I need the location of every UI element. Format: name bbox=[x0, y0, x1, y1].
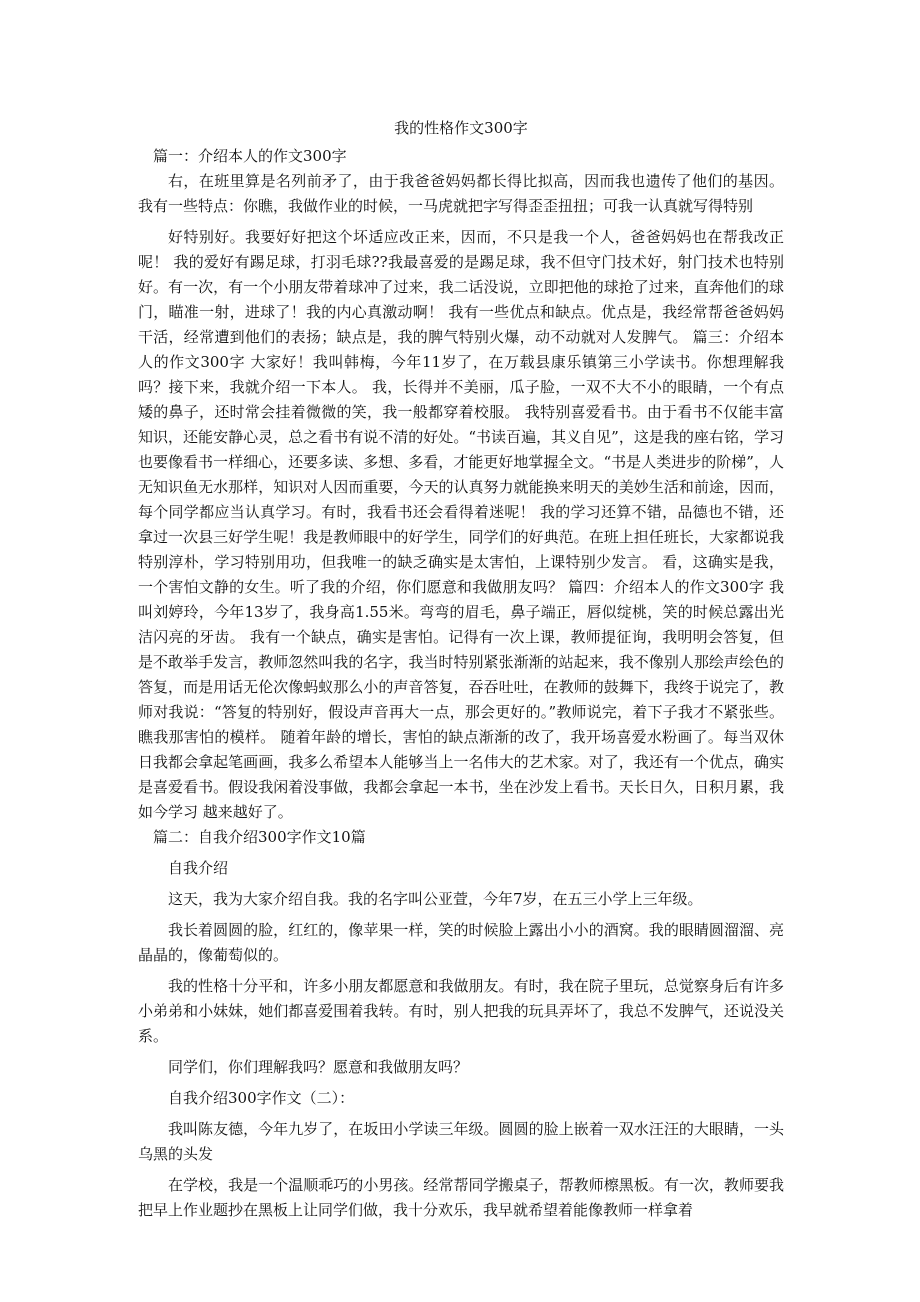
paragraph-7: 我叫陈友德，今年九岁了，在坂田小学读三年级。圆圆的脸上嵌着一双水汪汪的大眼睛，一头乌黑的头发 bbox=[138, 1120, 784, 1163]
subheading-essay-2: 自我介绍300字作文（二）： bbox=[168, 1089, 355, 1107]
paragraph-4: 我长着圆圆的脸，红红的，像苹果一样，笑的时候脸上露出小小的酒窝。我的眼睛圆溜溜、亮晶晶的，像葡萄似的。 bbox=[138, 921, 784, 964]
subheading-self-intro: 自我介绍 bbox=[168, 859, 229, 877]
paragraph-6: 同学们，你们理解我吗？愿意和我做朋友吗？ bbox=[168, 1058, 469, 1076]
document-title: 我的性格作文300字 bbox=[394, 119, 528, 137]
paragraph-3: 这天，我为大家介绍自我。我的名字叫公亚萱，今年7岁，在五三小学上三年级。 bbox=[168, 890, 703, 908]
document-page bbox=[138, 118, 784, 1223]
part2-heading: 篇二：自我介绍300字作文10篇 bbox=[153, 828, 366, 846]
paragraph-5: 我的性格十分平和，许多小朋友都愿意和我做朋友。有时，我在院子里玩，总觉察身后有许多小弟弟和小妹妹，她们都喜爱围着我转。有时，别人把我的玩具弄坏了，我总不发脾气，还说没关系。 bbox=[138, 977, 784, 1045]
part1-heading: 篇一：介绍本人的作文300字 bbox=[153, 147, 347, 165]
paragraph-8: 在学校，我是一个温顺乖巧的小男孩。经常帮同学搬桌子，帮教师檫黑板。有一次，教师要我把早上作业题抄在黑板上让同学们做，我十分欢乐，我早就希望着能像教师一样拿着 bbox=[138, 1176, 784, 1219]
paragraph-1: 右，在班里算是名列前矛了，由于我爸爸妈妈都长得比拟高，因而我也遗传了他们的基因。 我有一些特点：你瞧，我做作业的时候，一马虎就把字写得歪歪扭扭；可我一认真就写得特别 bbox=[138, 172, 784, 215]
paragraph-2: 好特别好。我要好好把这个坏适应改正来，因而，不只是我一个人，爸爸妈妈也在帮我改正呢！ 我的爱好有踢足球，打羽毛球??我最喜爱的是踢足球，我不但守门技术好，射门技术也特别好。有一次，有一个小朋友带着球冲了过来，我二话没说，立即把他的球抢了过来，直奔他们的球门，瞄准一射，进球了！我的内心真激动啊！ 我有一些优点和缺点。优点是，我经常帮爸爸妈妈干活，经常遭到他们的表扬；缺点是，我的脾气特别火爆，动不动就对人发脾气。 篇三：介绍本人的作文300字 大家好！我叫韩梅，今年11岁了，在万载县康乐镇第三小学读书。你想理解我吗？接下来，我就介绍一下本人。 我，长得并不美丽，瓜子脸，一双不大不小的眼睛，一个有点矮的鼻子，还时常会挂着微微的笑，我一般都穿着校服。 我特别喜爱看书。由于看书不仅能丰富知识，还能安静心灵，总之看书有说不清的好处。“书读百遍，其义自见”，这是我的座右铭，学习也要像看书一样细心，还要多读、多想、多看，才能更好地掌握全文。“书是人类进步的阶梯”，人无知识鱼无水那样，知识对人因而重要，今天的认真努力就能换来明天的美妙生活和前途，因而，每个同学都应当认真学习。有时，我看书还会看得着迷呢！ 我的学习还算不错，品德也不错，还拿过一次县三好学生呢！我是教师眼中的好学生，同学们的好典范。在班上担任班长，大家都说我特别淳朴，学习特别用功，但我唯一的缺乏确实是太害怕，上课特别少发言。 看，这确实是我，一个害怕文静的女生。听了我的介绍，你们愿意和我做朋友吗？ 篇四：介绍本人的作文300字 我叫刘婷玲，今年13岁了，我身高1.55米。弯弯的眉毛，鼻子端正，唇似绽桃，笑的时候总露出光洁闪亮的牙齿。 我有一个缺点，确实是害怕。记得有一次上课，教师提征询，我明明会答复，但是不敢举手发言，教师忽然叫我的名字，我当时特别紧张渐渐的站起来，我不像别人那绘声绘色的答复，而是用话无伦次像蚂蚁那么小的声音答复，吞吞吐吐，在教师的鼓舞下，我终于说完了，教师对我说：“答复的特别好，假设声音再大一点，那会更好的。”教师说完，着下子我才不紧张些。瞧我那害怕的模样。 随着年龄的增长，害怕的缺点渐渐的改了，我开场喜爱水粉画了。每当双休日我都会拿起笔画画，我多么希望本人能够当上一名伟大的艺术家。对了，我还有一个优点，确实是喜爱看书。假设我闲着没事做，我都会拿起一本书，坐在沙发上看书。天长日久，日积月累，我如今学习 越来越好了。 bbox=[138, 228, 784, 821]
